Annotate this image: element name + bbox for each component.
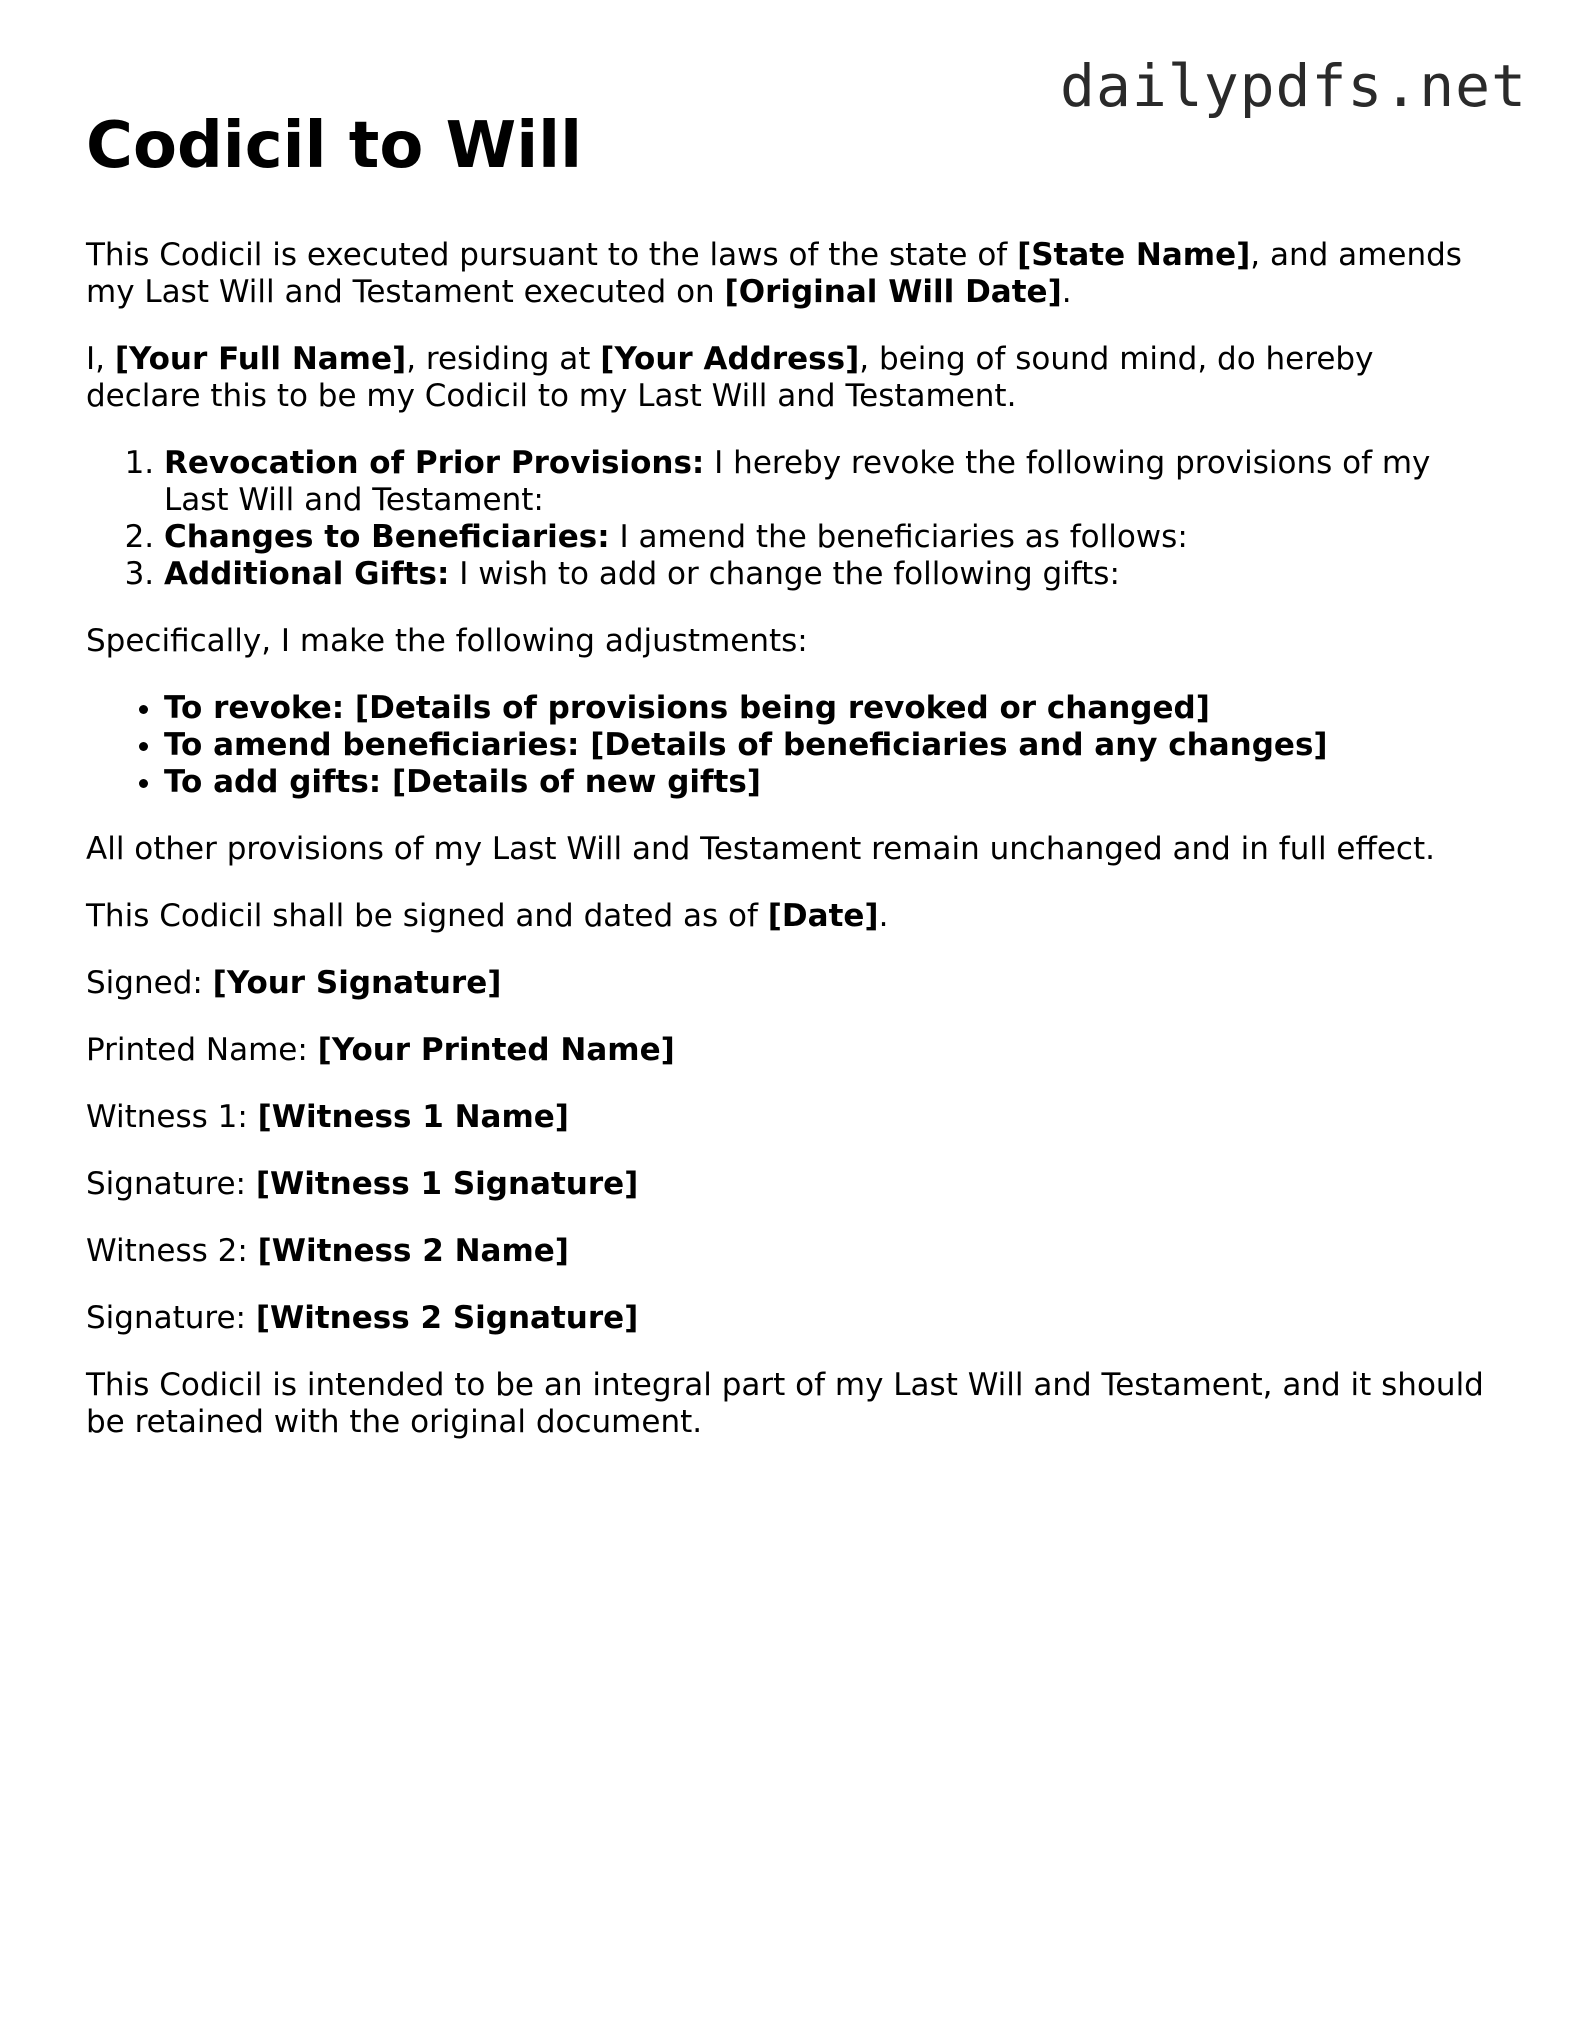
witness-1-name-line <box>86 1099 1496 1136</box>
declaration-paragraph <box>86 341 1496 415</box>
address-placeholder: [Your Address] <box>600 340 860 377</box>
intro-text-c: . <box>1061 273 1072 310</box>
date-placeholder: [Date] <box>767 897 879 934</box>
declaration-text-b: , residing at <box>406 340 601 377</box>
state-placeholder: [State Name] <box>1017 236 1251 273</box>
provision-label: Additional Gifts: <box>164 555 450 592</box>
document-page <box>86 108 1496 1441</box>
witness-1-signature-line <box>86 1166 1496 1203</box>
declaration-text-c: , being of sound mind, do hereby declare this to be my Codicil to my Last Will and Testament. <box>86 340 1374 414</box>
dated-text-b: . <box>878 897 889 934</box>
provision-text: I wish to add or change the following gifts: <box>449 555 1120 592</box>
dated-text-a: This Codicil shall be signed and dated as of <box>86 897 768 934</box>
unchanged-paragraph: All other provisions of my Last Will and Testament remain unchanged and in full effect. <box>86 830 1435 867</box>
adjustments-intro: Specifically, I make the following adjustments: <box>86 622 808 659</box>
list-item <box>164 445 1496 519</box>
witness-2-signature-line <box>86 1300 1496 1337</box>
printed-name-line <box>86 1032 1496 1069</box>
closing-paragraph: This Codicil is intended to be an integral part of my Last Will and Testament, and it should be retained with the original document. <box>86 1366 1484 1440</box>
full-name-placeholder: [Your Full Name] <box>114 340 407 377</box>
provision-label: Changes to Beneficiaries: <box>164 518 610 555</box>
declaration-text-a: I, <box>86 340 115 377</box>
adjustments-list <box>86 690 1496 801</box>
intro-text-b: , and amends my Last Will and Testament executed on <box>86 236 1462 310</box>
signature-value: [Witness 1 Signature] <box>255 1165 639 1202</box>
signature-line <box>86 965 1496 1002</box>
provision-text: I amend the beneficiaries as follows: <box>609 518 1188 555</box>
provision-text: I hereby revoke the following provisions of my Last Will and Testament: <box>164 444 1431 518</box>
list-item: • To amend beneficiaries: [Details of beneficiaries and any changes] <box>164 727 1496 764</box>
intro-text-a: This Codicil is executed pursuant to the laws of the state of <box>86 236 1018 273</box>
page-title: Codicil to Will <box>86 109 583 183</box>
provision-label: Revocation of Prior Provisions: <box>164 444 705 481</box>
signature-label: Witness 1: <box>86 1098 258 1135</box>
list-item: • To add gifts: [Details of new gifts] <box>164 764 1496 801</box>
signature-value: [Your Printed Name] <box>317 1031 675 1068</box>
signature-value: [Witness 2 Signature] <box>255 1299 639 1336</box>
signature-value: [Witness 1 Name] <box>257 1098 569 1135</box>
will-date-placeholder: [Original Will Date] <box>724 273 1062 310</box>
signature-label: Signed: <box>86 964 213 1001</box>
signature-label: Witness 2: <box>86 1232 258 1269</box>
signature-value: [Witness 2 Name] <box>257 1232 569 1269</box>
watermark: dailypdfs.net <box>1060 52 1527 120</box>
list-item <box>164 556 1496 593</box>
signature-label: Signature: <box>86 1299 256 1336</box>
signature-label: Printed Name: <box>86 1031 318 1068</box>
intro-paragraph <box>86 237 1496 311</box>
signature-value: [Your Signature] <box>212 964 502 1001</box>
list-item <box>164 519 1496 556</box>
dated-paragraph <box>86 898 1496 935</box>
list-item: • To revoke: [Details of provisions being revoked or changed] <box>164 690 1496 727</box>
provisions-list <box>86 445 1496 593</box>
witness-2-name-line <box>86 1233 1496 1270</box>
signature-label: Signature: <box>86 1165 256 1202</box>
